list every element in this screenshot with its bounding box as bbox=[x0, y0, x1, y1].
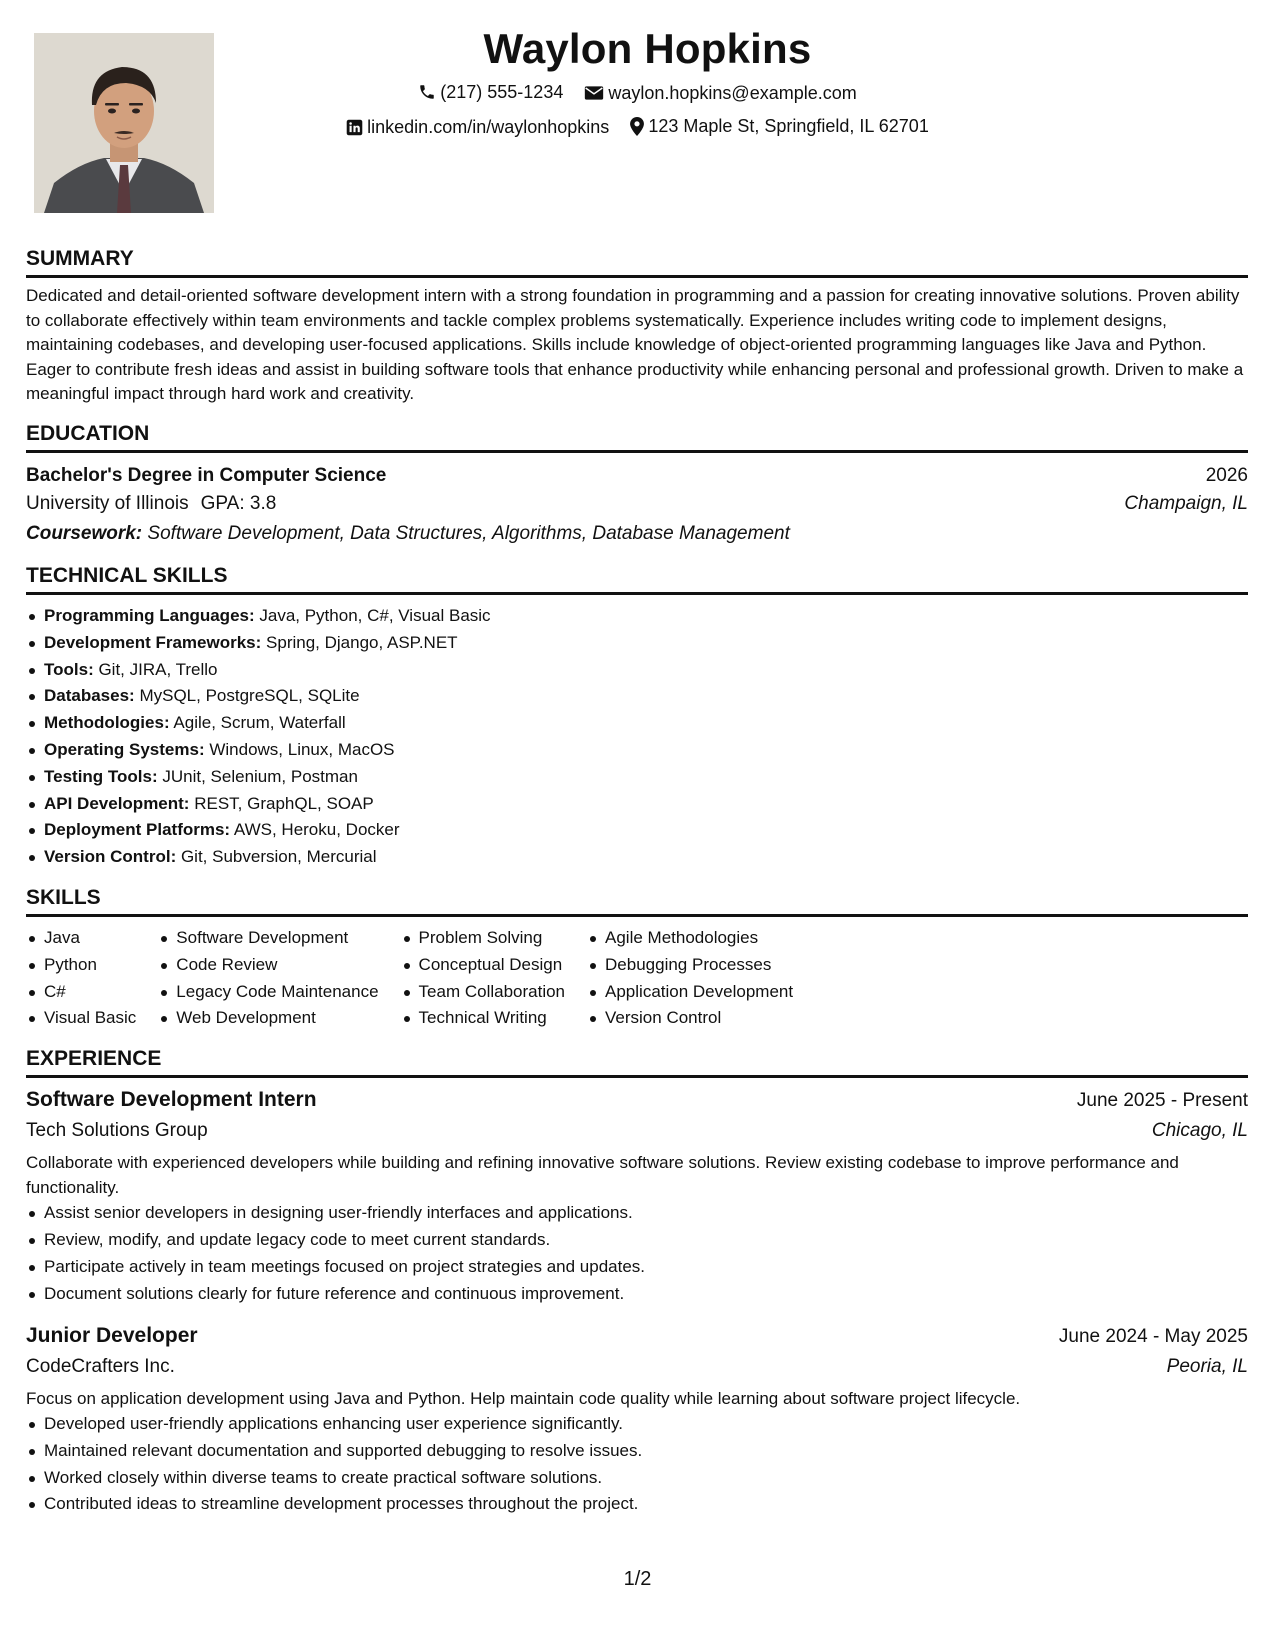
list-item bbox=[26, 683, 1248, 710]
resume-content bbox=[26, 246, 1248, 1532]
education-school: University of Illinois bbox=[26, 492, 189, 514]
list-item: Java bbox=[26, 925, 136, 952]
section-title-summary: SUMMARY bbox=[26, 246, 1248, 278]
skills-columns bbox=[26, 925, 1248, 1032]
list-item bbox=[26, 844, 1248, 871]
contact-line-secondary bbox=[0, 114, 1275, 142]
education-degree: Bachelor's Degree in Computer Science bbox=[26, 464, 387, 486]
list-item: Debugging Processes bbox=[587, 952, 793, 979]
list-item: Software Development bbox=[158, 925, 378, 952]
job-company: Tech Solutions Group bbox=[26, 1120, 208, 1142]
contact-address bbox=[630, 114, 929, 138]
skills-column-3 bbox=[401, 925, 565, 1032]
list-item bbox=[26, 764, 1248, 791]
skill-category-value: Git, Subversion, Mercurial bbox=[176, 847, 377, 867]
list-item: Problem Solving bbox=[401, 925, 565, 952]
skill-category-label: Tools: bbox=[44, 659, 94, 679]
skill-category-label: Databases: bbox=[44, 686, 135, 706]
skills-column-2 bbox=[158, 925, 378, 1032]
contact-phone[interactable] bbox=[418, 80, 563, 104]
list-item: Visual Basic bbox=[26, 1005, 136, 1032]
linkedin-text: linkedin.com/in/waylonhopkins bbox=[367, 117, 610, 137]
address-text: 123 Maple St, Springfield, IL 62701 bbox=[648, 116, 929, 136]
list-item bbox=[26, 630, 1248, 657]
summary-section bbox=[26, 246, 1248, 407]
contact-email[interactable] bbox=[584, 81, 856, 105]
experience-entry bbox=[26, 1086, 1248, 1307]
linkedin-icon bbox=[346, 119, 363, 136]
phone-icon bbox=[418, 83, 436, 101]
skill-category-value: Windows, Linux, MacOS bbox=[204, 739, 395, 759]
skill-category-value: Java, Python, C#, Visual Basic bbox=[254, 605, 491, 625]
skill-category-label: Operating Systems: bbox=[44, 739, 205, 759]
skill-category-value: Agile, Scrum, Waterfall bbox=[169, 713, 346, 733]
phone-text: (217) 555-1234 bbox=[440, 82, 564, 102]
job-location: Peoria, IL bbox=[1166, 1355, 1248, 1377]
list-item bbox=[26, 791, 1248, 818]
section-title-experience: EXPERIENCE bbox=[26, 1046, 1248, 1078]
list-item: Version Control bbox=[587, 1005, 793, 1032]
technical-skills-list bbox=[26, 603, 1248, 871]
skills-column-1 bbox=[26, 925, 136, 1032]
list-item: Worked closely within diverse teams to create practical software solutions. bbox=[26, 1465, 1248, 1492]
section-title-skills: SKILLS bbox=[26, 885, 1248, 917]
list-item: Agile Methodologies bbox=[587, 925, 793, 952]
experience-entry bbox=[26, 1322, 1248, 1519]
experience-section bbox=[26, 1046, 1248, 1518]
education-coursework bbox=[26, 519, 1248, 549]
list-item bbox=[26, 710, 1248, 737]
education-gpa: GPA: 3.8 bbox=[200, 492, 277, 514]
list-item: Legacy Code Maintenance bbox=[158, 979, 378, 1006]
section-title-technical-skills: TECHNICAL SKILLS bbox=[26, 563, 1248, 595]
resume-header bbox=[0, 22, 1275, 142]
coursework-label: Coursework: bbox=[26, 522, 143, 544]
contact-line-primary bbox=[0, 80, 1275, 107]
skill-category-value: JUnit, Selenium, Postman bbox=[157, 766, 358, 786]
experience-title-row bbox=[26, 1322, 1248, 1351]
job-dates: June 2024 - May 2025 bbox=[1058, 1325, 1248, 1347]
job-title: Software Development Intern bbox=[26, 1088, 317, 1112]
list-item: Maintained relevant documentation and supported debugging to resolve issues. bbox=[26, 1438, 1248, 1465]
list-item: C# bbox=[26, 979, 136, 1006]
education-school-row bbox=[26, 489, 1248, 519]
section-title-education: EDUCATION bbox=[26, 421, 1248, 453]
experience-company-row bbox=[26, 1115, 1248, 1147]
list-item: Document solutions clearly for future reference and continuous improvement. bbox=[26, 1281, 1248, 1308]
education-location: Champaign, IL bbox=[1124, 492, 1248, 514]
skill-category-label: Version Control: bbox=[44, 847, 177, 867]
list-item: Contributed ideas to streamline development processes throughout the project. bbox=[26, 1491, 1248, 1518]
list-item: Participate actively in team meetings focused on project strategies and updates. bbox=[26, 1254, 1248, 1281]
skill-category-label: Development Frameworks: bbox=[44, 632, 262, 652]
list-item: Team Collaboration bbox=[401, 979, 565, 1006]
page-number: 1/2 bbox=[623, 1568, 652, 1590]
education-section bbox=[26, 421, 1248, 549]
skills-section bbox=[26, 885, 1248, 1032]
skill-category-label: Testing Tools: bbox=[44, 766, 158, 786]
email-text: waylon.hopkins@example.com bbox=[608, 83, 857, 103]
list-item bbox=[26, 657, 1248, 684]
skill-category-value: Git, JIRA, Trello bbox=[93, 659, 218, 679]
skill-category-label: API Development: bbox=[44, 793, 190, 813]
list-item: Assist senior developers in designing user-friendly interfaces and applications. bbox=[26, 1200, 1248, 1227]
list-item: Code Review bbox=[158, 952, 378, 979]
job-dates: June 2025 - Present bbox=[1076, 1090, 1248, 1112]
job-bullets bbox=[26, 1411, 1248, 1518]
experience-company-row bbox=[26, 1351, 1248, 1383]
job-title: Junior Developer bbox=[26, 1323, 198, 1347]
education-degree-row bbox=[26, 463, 1248, 489]
skill-category-label: Deployment Platforms: bbox=[44, 820, 231, 840]
skill-category-label: Programming Languages: bbox=[44, 605, 255, 625]
job-description: Focus on application development using Java and Python. Help maintain code quality while learning about software project lifecycle. bbox=[26, 1388, 1021, 1408]
list-item bbox=[26, 737, 1248, 764]
list-item: Developed user-friendly applications enhancing user experience significantly. bbox=[26, 1411, 1248, 1438]
list-item: Conceptual Design bbox=[401, 952, 565, 979]
skill-category-value: REST, GraphQL, SOAP bbox=[189, 793, 374, 813]
experience-title-row bbox=[26, 1086, 1248, 1115]
contact-linkedin[interactable] bbox=[346, 115, 609, 139]
education-year: 2026 bbox=[1205, 464, 1248, 486]
summary-text: Dedicated and detail-oriented software development intern with a strong foundation in programming and a passion for creating innovative solutions. Proven ability to collaborate effectively within team environments and tackle complex problems systematically. Experience includes writing code to implement designs, maintaining codebases, and developing user-focused applications. Skills include knowledge of object-oriented programming languages like Java and Python. Eager to contribute fresh ideas and assist in building software tools that enhance productivity while enhancing personal and professional growth. Driven to make a meaningful impact through hard work and creativity. bbox=[26, 286, 1244, 404]
skill-category-label: Methodologies: bbox=[44, 713, 170, 733]
list-item: Application Development bbox=[587, 979, 793, 1006]
coursework-value: Software Development, Data Structures, Algorithms, Database Management bbox=[142, 522, 790, 544]
map-pin-icon bbox=[630, 117, 644, 136]
list-item: Review, modify, and update legacy code to meet current standards. bbox=[26, 1227, 1248, 1254]
technical-skills-section bbox=[26, 563, 1248, 871]
job-location: Chicago, IL bbox=[1151, 1120, 1248, 1142]
list-item bbox=[26, 817, 1248, 844]
job-company: CodeCrafters Inc. bbox=[26, 1355, 175, 1377]
skill-category-value: MySQL, PostgreSQL, SQLite bbox=[134, 686, 360, 706]
list-item: Web Development bbox=[158, 1005, 378, 1032]
job-bullets bbox=[26, 1200, 1248, 1307]
list-item: Python bbox=[26, 952, 136, 979]
candidate-name: Waylon Hopkins bbox=[483, 25, 812, 72]
skill-category-value: Spring, Django, ASP.NET bbox=[261, 632, 458, 652]
list-item bbox=[26, 603, 1248, 630]
skills-column-4 bbox=[587, 925, 793, 1032]
envelope-icon bbox=[584, 85, 604, 101]
job-description: Collaborate with experienced developers while building and refining innovative software solutions. Review existing codebase to improve performance and functionality. bbox=[26, 1153, 1179, 1197]
skill-category-value: AWS, Heroku, Docker bbox=[230, 820, 400, 840]
list-item: Technical Writing bbox=[401, 1005, 565, 1032]
